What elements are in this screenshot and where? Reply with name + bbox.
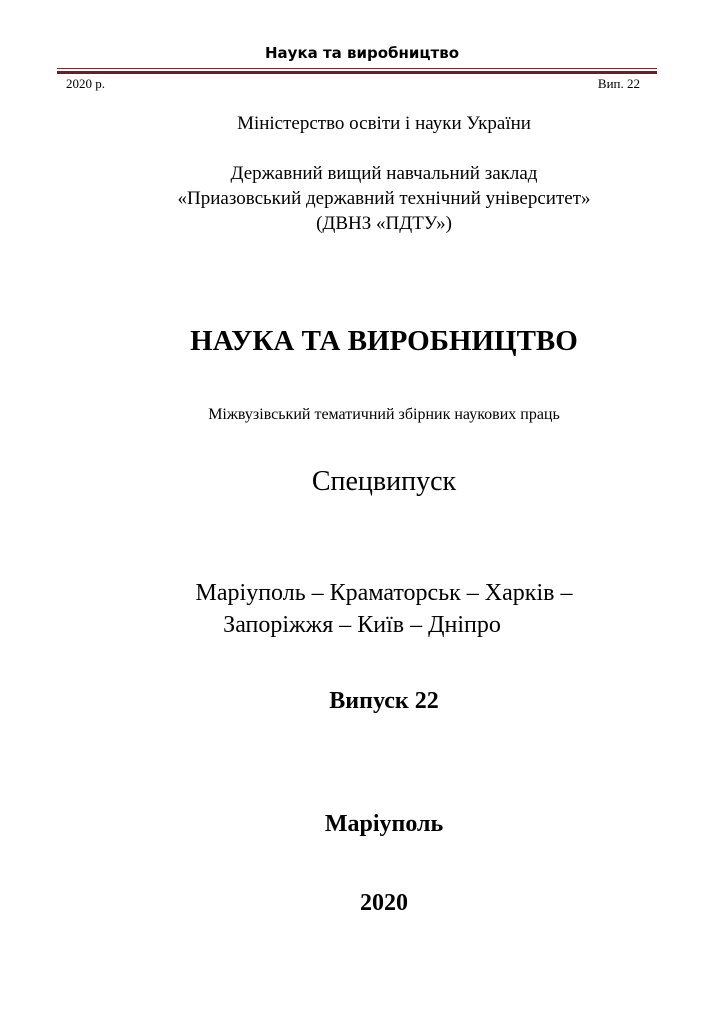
running-header-title: Наука та виробництво — [264, 44, 460, 62]
header-issue: Вип. 22 — [597, 76, 640, 91]
cities-line-2: Запоріжжя – Київ – Дніпро — [223, 612, 501, 638]
cities-line-1: Маріуполь – Краматорськ – Харків – — [195, 580, 573, 606]
institution-line-1: Державний вищий навчальний заклад — [230, 163, 538, 184]
header-rule-thin — [57, 68, 657, 69]
publication-city: Маріуполь — [324, 811, 444, 837]
institution-line-2: «Приазовський державний технічний університет» — [177, 188, 591, 209]
publication-year: 2020 — [360, 890, 408, 916]
page-title: НАУКА ТА ВИРОБНИЦТВО — [190, 325, 578, 357]
header-year: 2020 р. — [66, 76, 105, 91]
subtitle: Міжвузівський тематичний збірник наукових праць — [208, 406, 560, 423]
issue-number: Випуск 22 — [329, 688, 439, 714]
ministry: Міністерство освіти і науки України — [237, 113, 531, 134]
institution-line-3: (ДВНЗ «ПДТУ») — [316, 213, 452, 234]
special-issue: Спецвипуск — [311, 466, 457, 497]
header-rule-thick — [57, 71, 657, 74]
